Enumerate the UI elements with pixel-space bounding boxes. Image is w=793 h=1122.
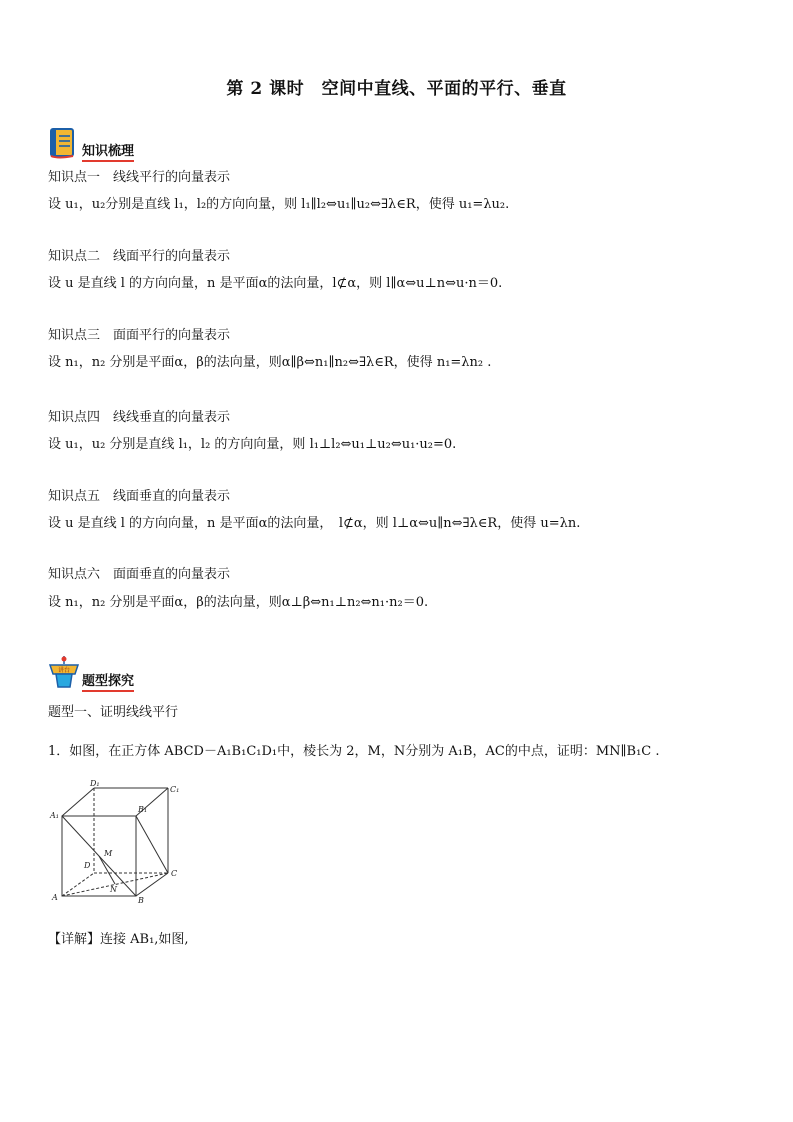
- kp6-body: 设 n₁，n₂ 分别是平面α，β的法向量，则α⊥β⇔n₁⊥n₂⇔n₁·n₂＝0.: [48, 595, 429, 610]
- podium-badge: 讲台: [57, 667, 71, 674]
- label-B1: B₁: [138, 805, 148, 814]
- label-A: A: [52, 893, 58, 902]
- label-M: M: [104, 849, 113, 858]
- label-C: C: [171, 869, 178, 878]
- cube-figure: [48, 780, 188, 905]
- kp4-body: 设 u₁，u₂ 分别是直线 l₁，l₂ 的方向向量，则 l₁⊥l₂⇔u₁⊥u₂⇔u₁·u₂=0.: [48, 437, 457, 452]
- diag-B1C: [136, 816, 168, 873]
- label-N: N: [110, 885, 117, 894]
- kp5-title: 知识点五 线面垂直的向量表示: [48, 489, 231, 504]
- podium-icon: [48, 656, 80, 690]
- book-icon: [48, 128, 78, 160]
- solution-text: 【详解】连接 AB₁,如图,: [48, 932, 189, 947]
- kp2-body: 设 u 是直线 l 的方向向量，n 是平面α的法向量，l⊄α，则 l∥α⇔u⊥n⇔u·n＝0.: [48, 276, 503, 291]
- label-A1: A₁: [50, 811, 59, 820]
- kp1-title: 知识点一 线线平行的向量表示: [48, 170, 231, 185]
- kp3-body: 设 n₁，n₂ 分别是平面α，β的法向量，则α∥β⇔n₁∥n₂⇔∃λ∈R，使得 n₁=λn₂ .: [48, 355, 492, 370]
- kp5-body: 设 u 是直线 l 的方向向量，n 是平面α的法向量， l⊄α，则 l⊥α⇔u∥n⇔∃λ∈R，使得 u=λn.: [48, 516, 581, 531]
- kp6-title: 知识点六 面面垂直的向量表示: [48, 567, 231, 582]
- label-B: B: [138, 896, 144, 905]
- label-D: D: [84, 861, 91, 870]
- label-D1: D₁: [90, 780, 100, 788]
- label-C1: C₁: [170, 785, 180, 794]
- type1-heading: 题型一、证明线线平行: [48, 705, 179, 720]
- edge-A1D1: [62, 788, 94, 816]
- page-title: 第 2 课时 空间中直线、平面的平行、垂直: [226, 79, 567, 99]
- problem1-text: 1．如图，在正方体 ABCD－A₁B₁C₁D₁中，棱长为 2，M，N分别为 A₁B，AC的中点，证明：MN∥B₁C .: [48, 744, 660, 759]
- kp3-title: 知识点三 面面平行的向量表示: [48, 328, 231, 343]
- section-label-knowledge: 知识梳理: [82, 140, 134, 162]
- section-label-types: 题型探究: [82, 670, 134, 692]
- kp2-title: 知识点二 线面平行的向量表示: [48, 249, 231, 264]
- kp4-title: 知识点四 线线垂直的向量表示: [48, 410, 231, 425]
- kp1-body: 设 u₁，u₂分别是直线 l₁，l₂的方向向量，则 l₁∥l₂⇔u₁∥u₂⇔∃λ∈R，使得 u₁=λu₂.: [48, 197, 510, 212]
